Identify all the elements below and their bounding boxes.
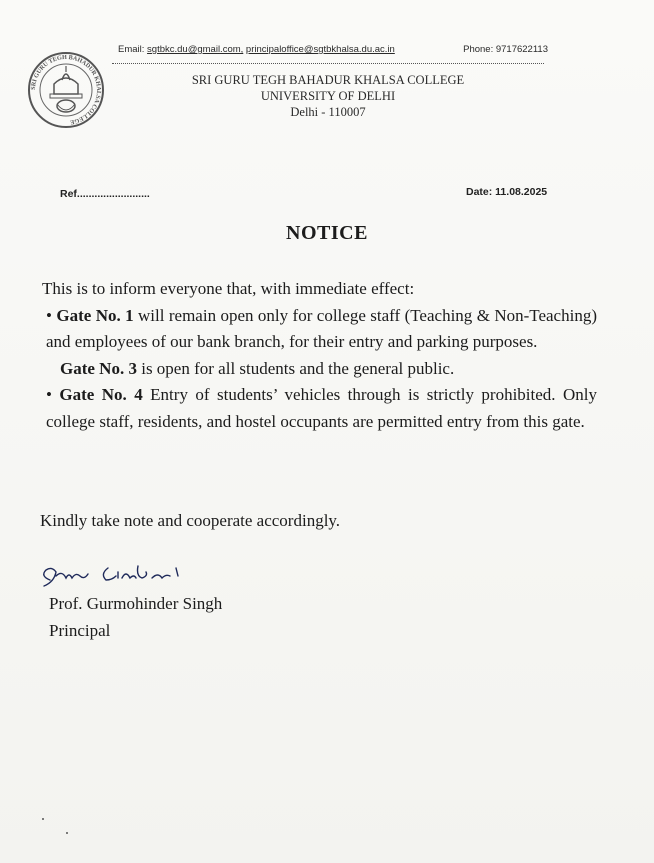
email-link-general[interactable]: sgtbkc.du@gmail.com,	[147, 44, 244, 55]
notice-body	[42, 276, 597, 435]
notice-intro: This is to inform everyone that, with immediate effect:	[42, 279, 415, 298]
gate-1-item	[42, 303, 597, 356]
signatory-title: Principal	[49, 621, 111, 640]
seal-ring-text: SRI GURU TEGH BAHADUR KHALSA COLLEGE	[29, 53, 103, 126]
gate-3-label: Gate No. 3	[60, 358, 137, 378]
email-block	[118, 44, 395, 55]
gate-3-text: is open for all students and the general public.	[136, 358, 455, 378]
closing-line: Kindly take note and cooperate accordingly.	[40, 511, 341, 530]
email-label: Email:	[118, 44, 145, 55]
handwritten-signature	[36, 558, 196, 594]
college-seal-logo	[26, 50, 106, 130]
gate-4-text: Entry of students’ vehicles through is strictly prohibited. Only college staff, residents, and hostel occupants are permitted entry from this gate.	[46, 385, 597, 431]
college-address: Delhi - 110007	[290, 105, 366, 119]
signatory-name: Prof. Gurmohinder Singh	[49, 594, 223, 613]
gate-4-label: Gate No. 4	[59, 385, 143, 404]
gate-1-text: will remain open only for college staff (Teaching & Non-Teaching) and employees of our bank branch, for their entry and parking purposes.	[46, 305, 597, 351]
scan-speck	[66, 832, 68, 834]
notice-date: Date: 11.08.2025	[466, 186, 548, 198]
svg-text:SRI GURU TEGH BAHADUR KHALSA C	[30, 54, 102, 126]
gate-1-label: Gate No. 1	[56, 305, 134, 325]
header-divider	[112, 63, 544, 64]
college-name: SRI GURU TEGH BAHADUR KHALSA COLLEGE	[191, 73, 465, 87]
contact-line	[118, 44, 548, 55]
email-link-principal[interactable]: principaloffice@sgtbkhalsa.du.ac.in	[245, 44, 395, 55]
signatory-block	[49, 590, 222, 644]
university-name: UNIVERSITY OF DELHI	[260, 89, 396, 103]
college-header	[118, 72, 538, 120]
scan-speck	[42, 818, 44, 820]
gate-4-item	[42, 382, 597, 435]
bullet-icon: •	[46, 385, 52, 404]
phone-number: Phone: 9717622113	[463, 44, 548, 55]
bullet-icon: •	[46, 305, 52, 325]
gate-3-item	[42, 356, 597, 383]
notice-title: NOTICE	[286, 222, 368, 244]
reference-number: Ref.........................	[60, 188, 150, 200]
